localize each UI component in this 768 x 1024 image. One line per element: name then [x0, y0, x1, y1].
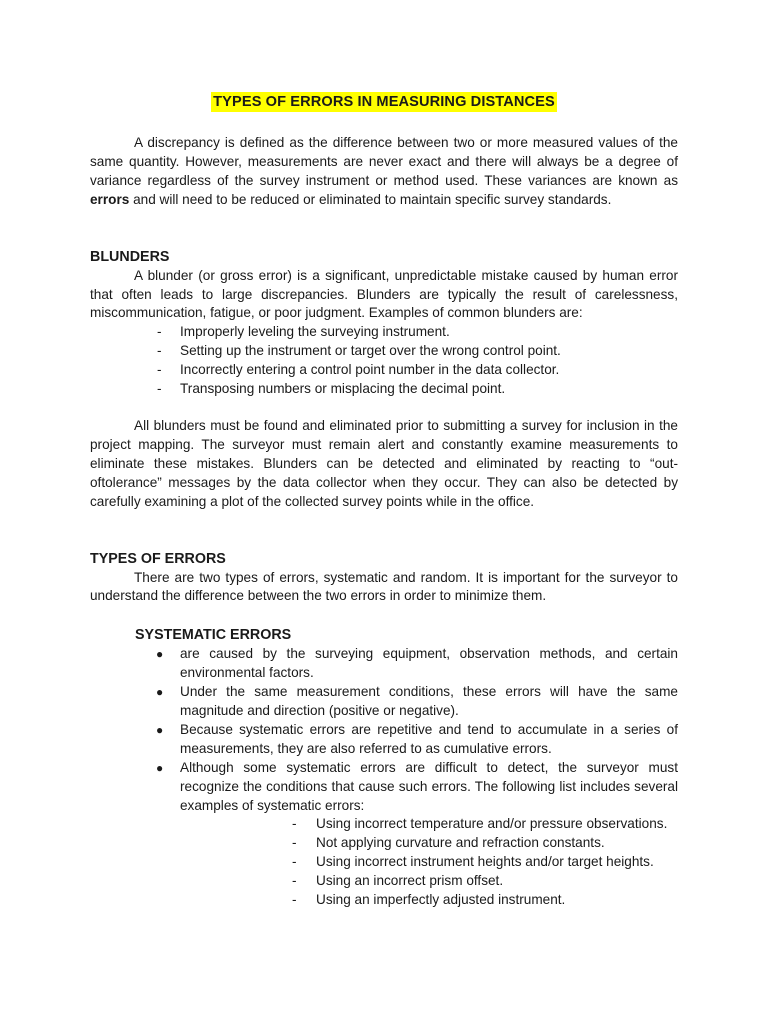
bullet-icon: ●: [156, 685, 164, 700]
blunders-heading: BLUNDERS: [90, 248, 170, 265]
document-title: TYPES OF ERRORS IN MEASURING DISTANCES: [213, 94, 555, 110]
bullet-item: [90, 683, 678, 721]
types-paragraph: There are two types of errors, systematic and random. It is important for the surveyor to understand the difference between the two errors in order to minimize them.: [90, 569, 678, 604]
list-item: [90, 342, 678, 361]
list-item: [180, 853, 678, 872]
list-item-text: Using incorrect instrument heights and/or target heights.: [316, 854, 654, 870]
spacer: [90, 606, 678, 626]
list-item-text: Using an imperfectly adjusted instrument.: [316, 892, 566, 908]
blunders-paragraph-2: All blunders must be found and eliminated prior to submitting a survey for inclusion in the project mapping. The surveyor must remain alert and constantly examine measurements to eliminate these mistakes. Blunders can be detected and eliminated by reacting to “out-oftolerance” messages by the data collector when they occur. They can also be detected by carefully examining a plot of the collected survey points while in the office.: [90, 417, 678, 509]
bullet-text: Although some systematic errors are difficult to detect, the surveyor must recognize the conditions that cause such errors. The following list includes several examples of systematic errors:: [180, 759, 678, 813]
intro-text-before: A discrepancy is defined as the difference between two or more measured values of the same quantity. However, measurements are never exact and there will always be a degree of variance regardless of the survey instrument or method used. These variances are known as: [90, 135, 678, 188]
types-heading: TYPES OF ERRORS: [90, 550, 226, 567]
list-item: [180, 815, 678, 834]
intro-text-after: and will need to be reduced or eliminated to maintain specific survey standards.: [129, 191, 612, 207]
dash-marker: -: [157, 324, 162, 340]
bullet-icon: ●: [156, 760, 164, 775]
intro-bold-term: errors: [90, 191, 130, 207]
list-item-text: Incorrectly entering a control point number in the data collector.: [180, 362, 560, 378]
spacer: [90, 399, 678, 417]
dash-marker: -: [292, 873, 297, 889]
list-item-text: Setting up the instrument or target over the wrong control point.: [180, 343, 561, 359]
list-item-text: Using an incorrect prism offset.: [316, 873, 504, 889]
spacer: [90, 210, 678, 248]
dash-marker: -: [292, 816, 297, 832]
bullet-icon: ●: [156, 647, 164, 662]
bullet-item: [90, 645, 678, 683]
bullet-item: [90, 721, 678, 759]
list-item: [90, 380, 678, 399]
bullet-item: [90, 759, 678, 910]
dash-marker: -: [157, 343, 162, 359]
title-wrap: [90, 92, 678, 112]
intro-paragraph: [90, 134, 678, 210]
list-item: [90, 361, 678, 380]
dash-marker: -: [157, 362, 162, 378]
bullet-text: are caused by the surveying equipment, observation methods, and certain environmental factors.: [180, 646, 678, 681]
systematic-heading: SYSTEMATIC ERRORS: [135, 627, 292, 644]
bullet-text: Because systematic errors are repetitive and tend to accumulate in a series of measurements, they are also referred to as cumulative errors.: [180, 721, 678, 756]
list-item: [180, 834, 678, 853]
list-item-text: Using incorrect temperature and/or pressure observations.: [316, 816, 668, 832]
dash-marker: -: [292, 892, 297, 908]
list-item-text: Transposing numbers or misplacing the decimal point.: [180, 381, 506, 397]
list-item: [180, 872, 678, 891]
dash-marker: -: [157, 381, 162, 397]
systematic-examples-list: [180, 815, 678, 910]
list-item-text: Not applying curvature and refraction constants.: [316, 835, 605, 851]
list-item: [180, 891, 678, 910]
dash-marker: -: [292, 854, 297, 870]
blunders-list: [90, 323, 678, 399]
systematic-bullets: [90, 645, 678, 910]
bullet-text: Under the same measurement conditions, these errors will have the same magnitude and direction (positive or negative).: [180, 684, 678, 719]
blunders-paragraph: A blunder (or gross error) is a significant, unpredictable mistake caused by human error that often leads to large discrepancies. Blunders are typically the result of carelessness, miscommunication, fatigue, or poor judgment. Examples of common blunders are:: [90, 267, 678, 321]
bullet-icon: ●: [156, 722, 164, 737]
dash-marker: -: [292, 835, 297, 851]
spacer: [90, 512, 678, 550]
list-item: [90, 323, 678, 342]
list-item-text: Improperly leveling the surveying instrument.: [180, 324, 450, 340]
